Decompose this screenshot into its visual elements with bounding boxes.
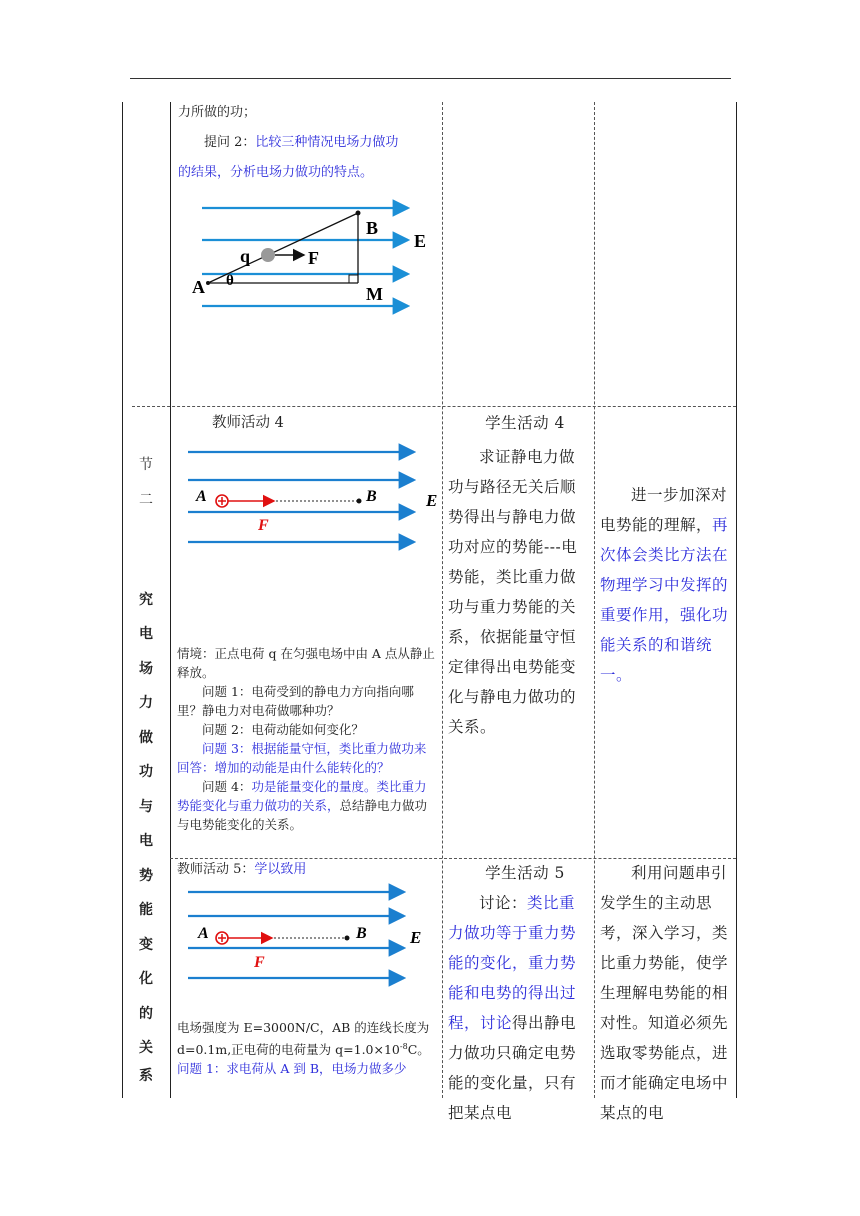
row1-teacher-cell bbox=[178, 102, 436, 184]
row3-student-text: 讨论：类比重力做功等于重力势能的变化，重力势能和电势的得出过程，讨论得出静电力做功只确定电势能的变化量，只有把某点电 bbox=[448, 894, 577, 1122]
row3-teacher-text bbox=[177, 1018, 437, 1078]
row2-intent-cell bbox=[600, 480, 732, 690]
row1-line1: 力所做的功； bbox=[178, 105, 257, 120]
row2-question-2: 问题 2：电荷动能如何变化？ bbox=[202, 722, 364, 737]
label-a: A bbox=[196, 488, 207, 505]
point-b bbox=[345, 936, 350, 941]
row2-question-3: 问题 3：根据能量守恒，类比重力做功来回答：增加的动能是由什么能转化的？ bbox=[177, 741, 427, 775]
section-char: 功 bbox=[139, 764, 153, 780]
label-e: E bbox=[410, 928, 422, 947]
section-char: 变 bbox=[139, 937, 153, 953]
col-divider-1 bbox=[170, 102, 171, 1098]
label-f: F bbox=[258, 517, 269, 534]
row3-student-title: 学生活动 5 bbox=[485, 864, 565, 882]
section-char: 节 bbox=[139, 457, 153, 473]
section-char: 做 bbox=[139, 730, 153, 746]
label-a: A bbox=[198, 925, 209, 942]
row2-student-title: 学生活动 4 bbox=[485, 414, 565, 432]
row3-question-1: 问题 1：求电荷从 A 到 B，电场力做多少 bbox=[177, 1061, 407, 1077]
row3-intent: 利用问题串引发学生的主动思考，深入学习，类比重力势能，使学生理解电势能的相对性。知道必须先选取零势能点，进而才能确定电场中某点的电 bbox=[600, 864, 729, 1122]
row2-scene: 情境：正点电荷 q 在匀强电场中由 A 点从静止释放。 bbox=[177, 646, 435, 680]
section-char: 电 bbox=[139, 626, 153, 642]
lesson-table bbox=[122, 102, 738, 1122]
row2-student-text: 求证静电力做功与路径无关后顺势得出与静电力做功对应的势能---电势能，类比重力做功与重力势能的关系，依据能量守恒定律得出电势能变化与静电力做功的关系。 bbox=[448, 448, 578, 736]
section-char: 场 bbox=[139, 661, 153, 677]
row1-question-2-cont: 的结果，分析电场力做功的特点。 bbox=[178, 165, 374, 180]
label-f: F bbox=[308, 248, 319, 268]
row2-student-cell bbox=[448, 408, 588, 742]
row2-question-4: 问题 4：功是能量变化的量度。类比重力势能变化与重力做功的关系，总结静电力做功与电势能变化的关系。 bbox=[177, 779, 428, 832]
label-f: F bbox=[254, 954, 265, 971]
row3-intent-cell bbox=[600, 858, 732, 1122]
charge-q bbox=[261, 248, 275, 262]
row3-teacher-title: 教师活动 5：学以致用 bbox=[177, 862, 307, 877]
col-divider-3 bbox=[594, 102, 595, 1098]
row3-student-cell bbox=[448, 858, 588, 1122]
label-m: M bbox=[366, 284, 383, 304]
label-b: B bbox=[366, 488, 377, 505]
section-char: 二 bbox=[139, 492, 153, 508]
section-char: 能 bbox=[139, 902, 153, 918]
row2-intent: 进一步加深对电势能的理解，再次体会类比方法在物理学习中发挥的重要作用，强化功能关系的和谐统一。 bbox=[600, 486, 729, 684]
row2-teacher-text bbox=[177, 644, 437, 834]
row1-question-2: 提问 2：比较三种情况电场力做功 bbox=[204, 135, 399, 150]
right-angle-mark bbox=[349, 275, 358, 283]
field-ab-diagram-2 bbox=[186, 886, 446, 986]
section-char: 系 bbox=[139, 1068, 153, 1084]
section-char: 电 bbox=[139, 833, 153, 849]
label-b: B bbox=[356, 925, 367, 942]
field-triangle-diagram bbox=[192, 194, 446, 324]
label-e: E bbox=[426, 491, 438, 510]
row-divider-1 bbox=[132, 406, 736, 407]
section-char: 究 bbox=[139, 592, 153, 608]
section-char: 的 bbox=[139, 1006, 153, 1022]
section-char: 势 bbox=[139, 868, 153, 884]
label-b: B bbox=[366, 218, 379, 238]
row2-teacher-title: 教师活动 4 bbox=[212, 415, 284, 431]
row3-given: 电场强度为 E=3000N/C，AB 的连线长度为 d=0.1m,正电荷的电荷量为 $q=1.0\times 10^{-8}C$。 bbox=[177, 1020, 430, 1058]
label-a: A bbox=[192, 277, 205, 297]
section-char: 化 bbox=[139, 971, 153, 987]
header-rule bbox=[130, 78, 731, 79]
point-a bbox=[206, 281, 210, 285]
label-e: E bbox=[414, 231, 427, 251]
section-char: 力 bbox=[139, 695, 153, 711]
section-char: 与 bbox=[139, 799, 153, 815]
table-right-border bbox=[736, 102, 737, 1098]
point-b bbox=[357, 499, 362, 504]
field-ab-diagram-1 bbox=[186, 440, 446, 550]
row2-question-1: 问题 1：电荷受到的静电力方向指向哪里？静电力对电荷做哪种功？ bbox=[177, 684, 414, 718]
label-q: q bbox=[240, 246, 251, 266]
section-char: 关 bbox=[139, 1040, 153, 1056]
point-b bbox=[356, 211, 361, 216]
label-theta: θ bbox=[226, 273, 234, 289]
